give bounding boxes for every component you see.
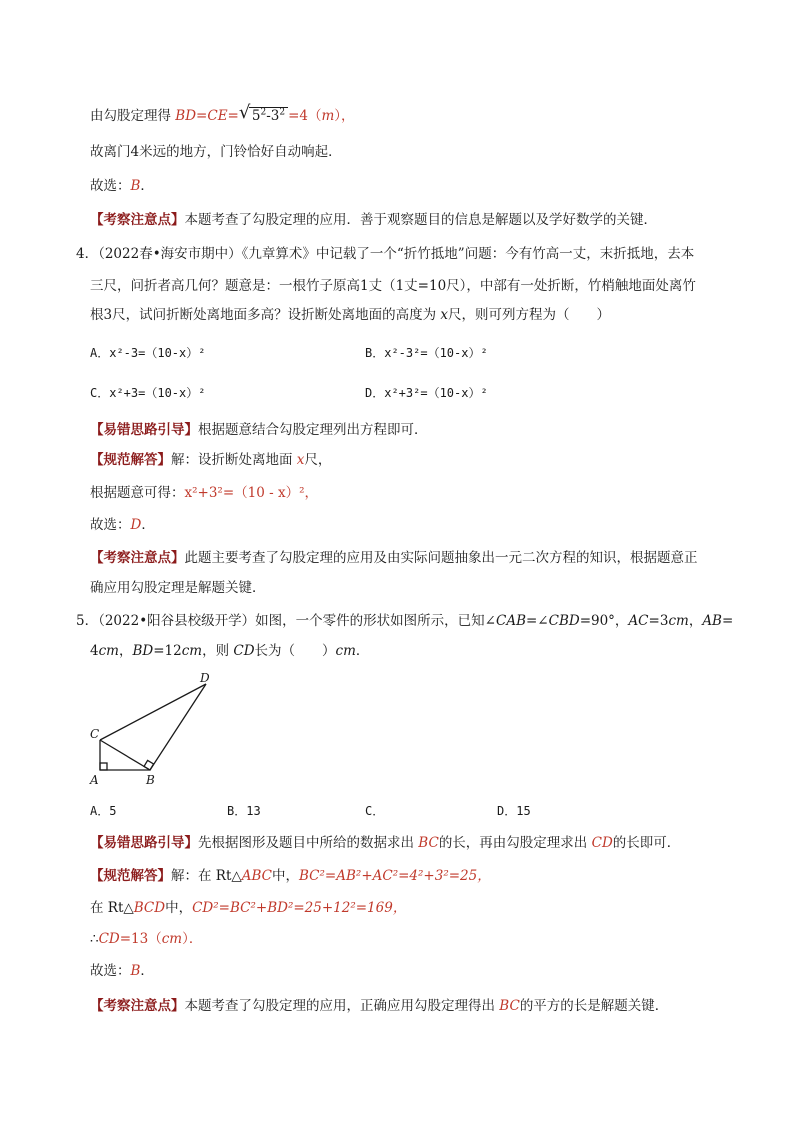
triangle-figure bbox=[88, 670, 228, 790]
text: 的长，再由勾股定理求出 bbox=[438, 835, 592, 851]
hint-tag: 【易错思路引导】 bbox=[90, 422, 198, 438]
q5-option-d[interactable]: D．15 bbox=[497, 804, 531, 818]
text: 在 Rt△ bbox=[90, 900, 134, 916]
text: 先根据图形及题目中所给的数据求出 bbox=[198, 835, 419, 851]
q4-stem-line1: 4．（2022春•海安市期中）《九章算术》中记载了一个“折竹抵地”问题：今有竹高一丈，末折抵地，去本 bbox=[76, 246, 695, 262]
q5-solution-line2 bbox=[90, 898, 730, 918]
q4-equation-line bbox=[90, 483, 730, 503]
solution-tag: 【规范解答】 bbox=[90, 868, 171, 884]
angle-cab: CAB bbox=[495, 613, 526, 629]
var-ce: CE bbox=[207, 108, 228, 124]
text: =3 bbox=[648, 613, 669, 629]
q5-stem-line2 bbox=[90, 641, 730, 661]
note-line bbox=[90, 210, 730, 230]
q5-option-c[interactable]: C． bbox=[365, 804, 385, 818]
label-b: B bbox=[146, 773, 155, 787]
option-label: B． bbox=[365, 346, 385, 360]
triangle-bcd: BCD bbox=[133, 900, 166, 916]
option-expr: x²-3=（10-x）² bbox=[109, 346, 206, 360]
option-label: C． bbox=[90, 386, 110, 400]
text: = bbox=[721, 613, 734, 629]
triangle-abc: ABC bbox=[241, 868, 273, 884]
text: 本题考查了勾股定理的应用．善于观察题目的信息是解题以及学好数学的关键． bbox=[184, 212, 657, 228]
text: =12 bbox=[153, 643, 182, 659]
unit: cm bbox=[161, 931, 183, 947]
sqrt-expression bbox=[238, 102, 288, 126]
text: 故选： bbox=[90, 963, 131, 979]
q4-option-c[interactable] bbox=[90, 383, 205, 403]
var-ac: AC bbox=[628, 613, 649, 629]
option-label: D． bbox=[365, 386, 385, 400]
solution-tag: 【规范解答】 bbox=[90, 452, 171, 468]
segment-bd bbox=[150, 684, 206, 770]
angle-cbd: CBD bbox=[548, 613, 580, 629]
answer-letter: B bbox=[130, 963, 141, 979]
q4-option-d[interactable] bbox=[365, 383, 488, 403]
text: 的平方的长是解题关键． bbox=[519, 998, 669, 1014]
text: 5．（2022•阳谷县校级开学）如图，一个零件的形状如图所示，已知∠ bbox=[76, 613, 496, 629]
q5-hint-line bbox=[90, 833, 730, 853]
text: = bbox=[227, 108, 239, 124]
equation: CD²=BC²+BD²=25+12²=169， bbox=[192, 900, 407, 916]
text: =90°， bbox=[579, 613, 629, 629]
text: 尺，则可列方程为（ ） bbox=[448, 307, 611, 323]
var-bc: BC bbox=[418, 835, 439, 851]
var-x: x bbox=[296, 452, 305, 468]
text: 的长即可． bbox=[612, 835, 681, 851]
q5-option-b[interactable]: B．13 bbox=[227, 804, 261, 818]
text: ． bbox=[141, 517, 155, 533]
equation: BC²=AB²+AC²=4²+3²=25， bbox=[299, 868, 491, 884]
var-bc: BC bbox=[499, 998, 520, 1014]
unit: m bbox=[321, 108, 335, 124]
label-d: D bbox=[200, 671, 210, 685]
q4-answer-line bbox=[90, 515, 730, 535]
unit: cm bbox=[98, 643, 119, 659]
q4-hint-line bbox=[90, 420, 730, 440]
q5-note-line bbox=[90, 996, 730, 1016]
text: 长为（ ） bbox=[254, 643, 336, 659]
unit: cm bbox=[181, 643, 203, 659]
option-expr: x²+3²=（10-x）² bbox=[384, 386, 488, 400]
segment-cd bbox=[100, 684, 206, 740]
q4-option-a[interactable] bbox=[90, 343, 205, 363]
q4-note-line2: 确应用勾股定理是解题关键． bbox=[90, 580, 266, 596]
text: 中， bbox=[165, 900, 193, 916]
text: ）， bbox=[334, 108, 355, 124]
q4-solution-line bbox=[90, 450, 730, 470]
q5-stem-line1 bbox=[76, 611, 734, 631]
note-tag: 【考察注意点】 bbox=[90, 212, 185, 228]
right-angle-a-icon bbox=[100, 763, 107, 770]
note-tag: 【考察注意点】 bbox=[90, 550, 185, 566]
answer-letter: D bbox=[130, 517, 142, 533]
note-tag: 【考察注意点】 bbox=[90, 998, 185, 1014]
q4-stem-line2: 三尺，问折者高几何？题意是：一根竹子原高1丈（1丈=10尺），中部有一处折断，竹梢触地面处离竹 bbox=[90, 278, 696, 294]
text: 此题主要考查了勾股定理的应用及由实际问题抽象出一元二次方程的知识，根据题意正 bbox=[184, 550, 698, 566]
var-x: x bbox=[440, 307, 449, 323]
answer-letter: B bbox=[130, 178, 141, 194]
text: 由勾股定理得 bbox=[90, 108, 176, 124]
text: - bbox=[266, 108, 271, 124]
text: 解：在 Rt△ bbox=[171, 868, 242, 884]
unit: cm bbox=[335, 643, 356, 659]
q5-option-a[interactable]: A．5 bbox=[90, 804, 117, 818]
text: 3 bbox=[270, 108, 280, 124]
text: 解：设折断处离地面 bbox=[171, 452, 297, 468]
var-bd: BD bbox=[132, 643, 154, 659]
text: 中， bbox=[272, 868, 300, 884]
q5-solution-line1 bbox=[90, 866, 730, 886]
hint-tag: 【易错思路引导】 bbox=[90, 835, 198, 851]
q4-note-line1 bbox=[90, 548, 730, 568]
unit: cm bbox=[668, 613, 689, 629]
text: 故选： bbox=[90, 517, 131, 533]
text: ， bbox=[118, 643, 133, 659]
text: ，则 bbox=[202, 643, 234, 659]
text: ）． bbox=[182, 931, 203, 947]
q4-option-b[interactable] bbox=[365, 343, 488, 363]
label-a: A bbox=[90, 773, 99, 787]
text: =4（ bbox=[288, 108, 322, 124]
option-label: A． bbox=[90, 346, 110, 360]
var-bd: BD bbox=[175, 108, 197, 124]
var-cd: CD bbox=[591, 835, 613, 851]
q4-stem-line3 bbox=[90, 305, 730, 325]
text: ． bbox=[140, 963, 154, 979]
text: 5 bbox=[251, 108, 261, 124]
text: 2 bbox=[260, 107, 267, 118]
solution-line-bd-ce bbox=[90, 102, 730, 126]
text: 本题考查了勾股定理的应用，正确应用勾股定理得出 bbox=[184, 998, 500, 1014]
text: ． bbox=[355, 643, 370, 659]
conclusion-line: 故离门4米远的地方，门铃恰好自动响起． bbox=[90, 144, 342, 160]
option-expr: x²+3=（10-x）² bbox=[109, 386, 206, 400]
text: 故选： bbox=[90, 178, 131, 194]
right-angle-b-icon bbox=[144, 760, 154, 770]
equation: x²+3²=（10 - x）²， bbox=[184, 485, 318, 501]
var-cd: CD bbox=[233, 643, 255, 659]
sqrt-icon: √ bbox=[238, 102, 251, 123]
text: ， bbox=[688, 613, 703, 629]
text: =13（ bbox=[119, 931, 162, 947]
option-expr: x²-3²=（10-x）² bbox=[384, 346, 488, 360]
answer-line bbox=[90, 176, 730, 196]
text: ． bbox=[140, 178, 154, 194]
text: 尺， bbox=[304, 452, 332, 468]
q5-solution-line3 bbox=[90, 929, 730, 949]
var-cd: CD bbox=[98, 931, 120, 947]
text: 2 bbox=[279, 107, 286, 118]
text: 4 bbox=[90, 643, 99, 659]
text: 根据题意可得： bbox=[90, 485, 185, 501]
q5-answer-line bbox=[90, 961, 730, 981]
var-ab: AB bbox=[702, 613, 722, 629]
text: = bbox=[196, 108, 208, 124]
text: 根据题意结合勾股定理列出方程即可． bbox=[198, 422, 428, 438]
text: ∴ bbox=[90, 931, 99, 947]
text: =∠ bbox=[525, 613, 549, 629]
label-c: C bbox=[90, 727, 100, 741]
text: 根3尺，试问折断处离地面多高？设折断处离地面的高度为 bbox=[90, 307, 441, 323]
